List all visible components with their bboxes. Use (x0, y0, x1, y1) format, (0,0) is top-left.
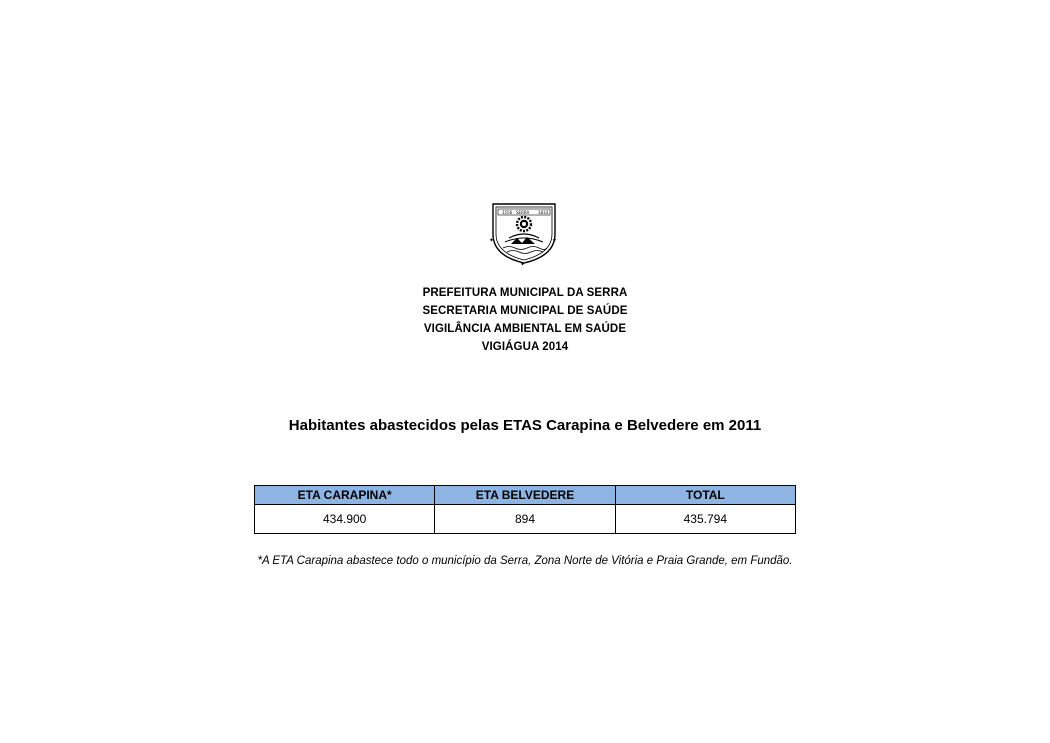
svg-text:✦: ✦ (552, 237, 558, 244)
crest-banner-right: 1833 (538, 210, 549, 215)
table-footnote: *A ETA Carapina abastece todo o município da Serra, Zona Norte de Vitória e Praia Grande, em Fundão. (257, 555, 793, 567)
cell-eta-belvedere-value: 894 (435, 505, 615, 534)
header-line-prefeitura: PREFEITURA MUNICIPAL DA SERRA (422, 287, 628, 299)
supply-table (254, 485, 796, 534)
header-line-vigiagua: VIGIÁGUA 2014 (481, 341, 569, 353)
crest-banner-center: SERRA (516, 210, 530, 215)
crest-banner-left: 1556 (502, 210, 513, 215)
column-header-eta-belvedere: ETA BELVEDERE (435, 486, 615, 505)
municipal-crest-logo (489, 200, 559, 266)
table-header-row (255, 486, 796, 505)
cell-total-value: 435.794 (615, 505, 795, 534)
cell-eta-carapina-value: 434.900 (255, 505, 435, 534)
table-row (255, 505, 796, 534)
svg-text:✦: ✦ (520, 261, 526, 266)
svg-text:✦: ✦ (489, 237, 495, 244)
column-header-eta-carapina: ETA CARAPINA* (255, 486, 435, 505)
column-header-total: TOTAL (615, 486, 795, 505)
institution-header (0, 284, 1050, 356)
header-line-vigilancia: VIGILÂNCIA AMBIENTAL EM SAÚDE (423, 323, 627, 335)
header-line-secretaria: SECRETARIA MUNICIPAL DE SAÚDE (422, 305, 628, 317)
document-title: Habitantes abastecidos pelas ETAS Carapina e Belvedere em 2011 (288, 417, 762, 434)
